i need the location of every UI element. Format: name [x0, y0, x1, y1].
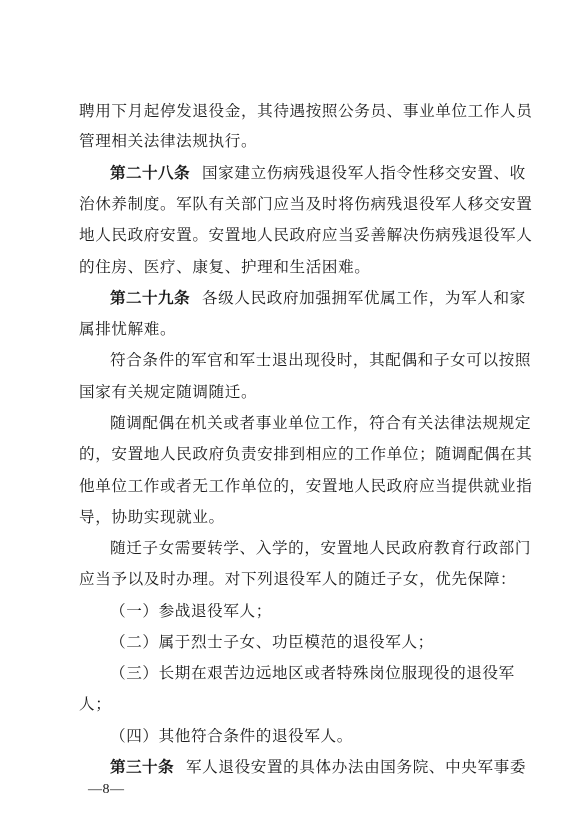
article-28-line [110, 162, 526, 184]
paragraph-line: 管理相关法律法规执行。 [79, 132, 258, 150]
paragraph-line: 聘用下月起停发退役金，其待遇按照公务员、事业单位工作人员 [79, 102, 533, 120]
paragraph-line: 随迁子女需要转学、入学的，安置地人民政府教育行政部门 [110, 539, 532, 557]
paragraph-line: 各级人民政府加强拥军优属工作，为军人和家 [201, 289, 526, 307]
paragraph-line: 治休养制度。军队有关部门应当及时将伤病残退役军人移交安置 [79, 195, 533, 213]
paragraph-line: 的，安置地人民政府负责安排到相应的工作单位；随调配偶在其 [79, 445, 533, 463]
paragraph-line: 军人退役安置的具体办法由国务院、中央军事委 [185, 758, 527, 776]
paragraph-line: 国家建立伤病残退役军人指令性移交安置、收 [201, 164, 526, 182]
paragraph-line: 他单位工作或者无工作单位的，安置地人民政府应当提供就业指 [79, 477, 533, 495]
paragraph-line: 的住房、医疗、康复、护理和生活困难。 [79, 258, 371, 276]
paragraph-line: 导，协助实现就业。 [79, 508, 225, 526]
paragraph-line: 随调配偶在机关或者事业单位工作，符合有关法律法规规定 [110, 414, 532, 432]
article-28-heading: 第二十八条 [110, 164, 190, 182]
article-30-line [110, 756, 527, 778]
article-30-heading: 第三十条 [110, 758, 174, 776]
paragraph-line: 属排忧解难。 [79, 320, 177, 338]
list-item-continuation: 人； [79, 695, 112, 713]
paragraph-line: 应当予以及时办理。对下列退役军人的随迁子女，优先保障： [79, 570, 517, 588]
list-item: （一）参战退役军人； [110, 602, 272, 620]
page-number: —8— [88, 782, 125, 797]
list-item: （四）其他符合条件的退役军人。 [110, 727, 353, 745]
article-29-heading: 第二十九条 [110, 289, 190, 307]
paragraph-line: 地人民政府安置。安置地人民政府应当妥善解决伤病残退役军人 [79, 226, 533, 244]
article-29-line [110, 287, 526, 309]
list-item: （三）长期在艰苦边远地区或者特殊岗位服现役的退役军 [110, 664, 515, 682]
list-item: （二）属于烈士子女、功臣模范的退役军人； [110, 633, 434, 651]
paragraph-line: 符合条件的军官和军士退出现役时，其配偶和子女可以按照 [110, 351, 532, 369]
paragraph-line: 国家有关规定随调随迁。 [79, 383, 258, 401]
